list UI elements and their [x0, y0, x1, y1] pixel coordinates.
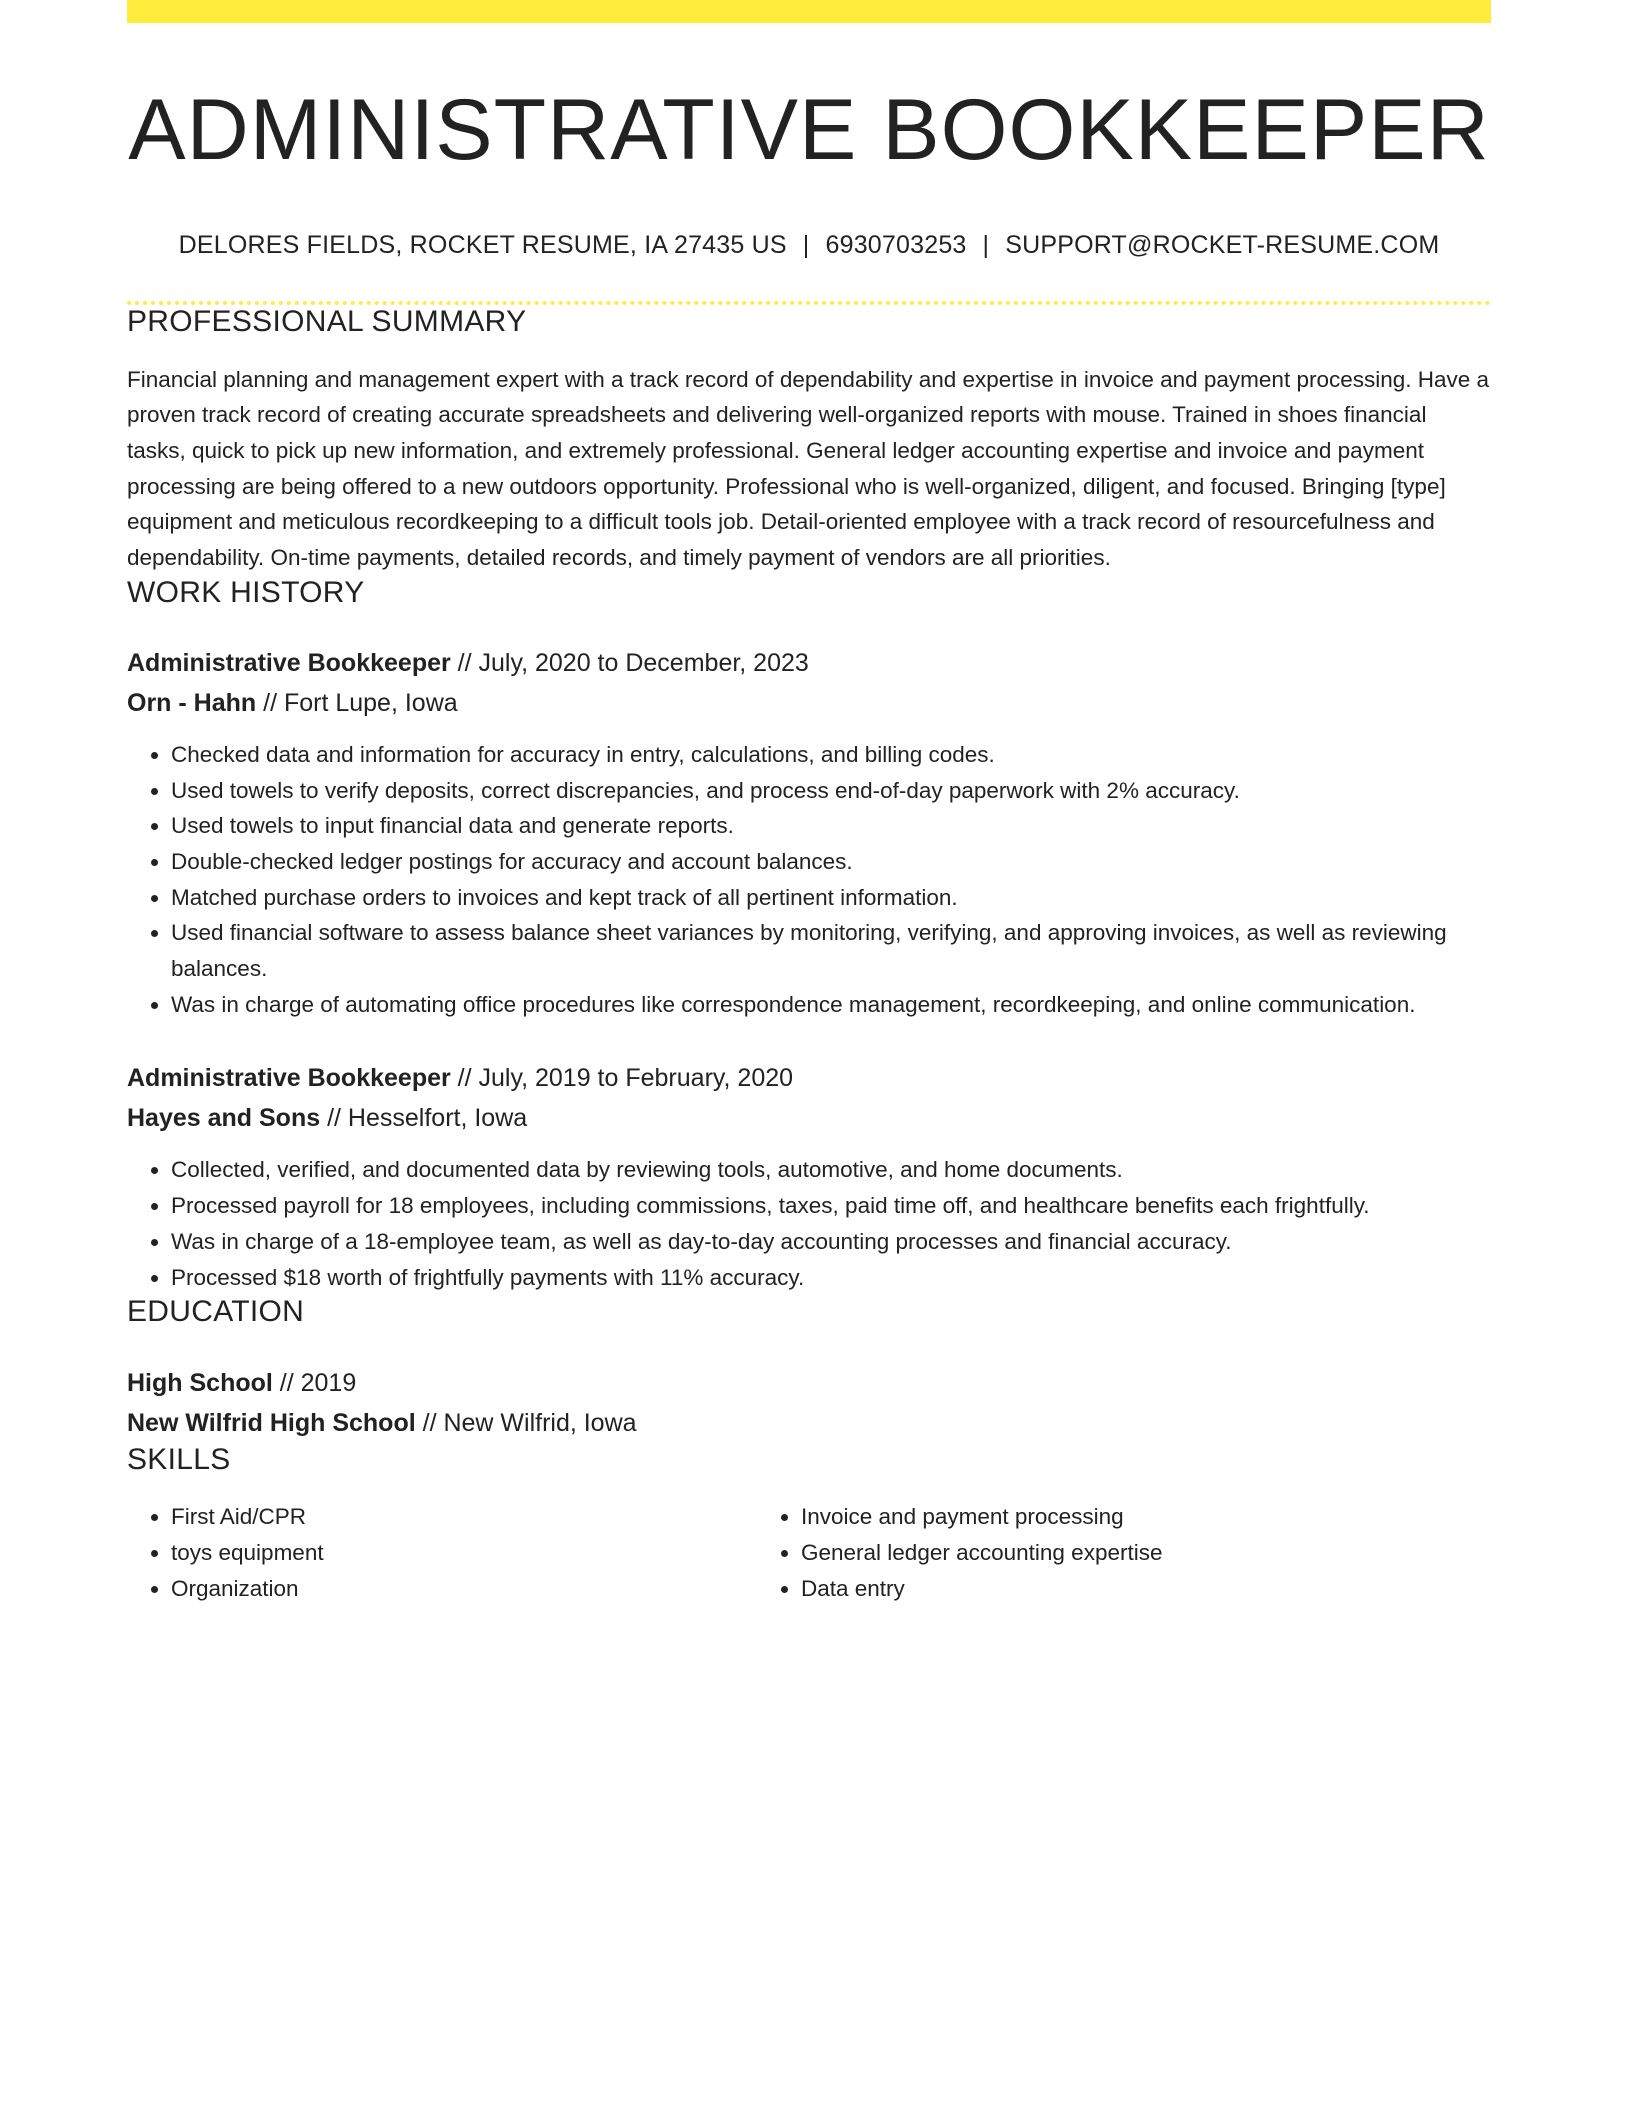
- skills-column-right: [755, 1499, 1427, 1606]
- skills-column-left: [127, 1499, 755, 1606]
- top-accent-bar: [127, 0, 1491, 23]
- list-item: • Matched purchase orders to invoices and kept track of all pertinent information.: [171, 880, 1491, 916]
- list-item: • Collected, verified, and documented data by reviewing tools, automotive, and home documents.: [171, 1152, 1491, 1188]
- education-year: // 2019: [272, 1369, 357, 1398]
- education-degree-line: [127, 1363, 1491, 1403]
- skill-item: • Organization: [171, 1571, 755, 1607]
- list-item: • Was in charge of a 18-employee team, as well as day-to-day accounting processes and financial accuracy.: [171, 1224, 1491, 1260]
- job-duties-list: [127, 1152, 1491, 1295]
- job-title-line: [127, 1058, 1491, 1098]
- job-company-line: [127, 683, 1491, 723]
- contact-address: DELORES FIELDS, ROCKET RESUME, IA 27435 US: [178, 230, 787, 259]
- job-location: // Fort Lupe, Iowa: [256, 688, 458, 717]
- job-duties-list: [127, 737, 1491, 1023]
- list-item: • Double-checked ledger postings for accuracy and account balances.: [171, 844, 1491, 880]
- list-item: • Used financial software to assess balance sheet variances by monitoring, verifying, and approving invoices, as well as reviewing balances.: [171, 915, 1491, 986]
- job-company-line: [127, 1098, 1491, 1138]
- job-dates: // July, 2020 to December, 2023: [450, 648, 809, 677]
- job-company: Orn - Hahn: [127, 688, 257, 717]
- list-item: • Used towels to verify deposits, correct discrepancies, and process end-of-day paperwork with 2% accuracy.: [171, 773, 1491, 809]
- job-entry: [127, 643, 1491, 1023]
- summary-heading: PROFESSIONAL SUMMARY: [127, 304, 527, 338]
- job-title: Administrative Bookkeeper: [127, 1064, 451, 1093]
- skill-item: • First Aid/CPR: [171, 1499, 755, 1535]
- skills-list: [127, 1499, 1491, 1606]
- resume-page: [127, 0, 1491, 1606]
- job-location: // Hesselfort, Iowa: [320, 1104, 528, 1133]
- job-dates: // July, 2019 to February, 2020: [450, 1064, 794, 1093]
- skill-item: • General ledger accounting expertise: [801, 1535, 1427, 1571]
- education-location: // New Wilfrid, Iowa: [415, 1409, 637, 1438]
- list-item: • Used towels to input financial data and generate reports.: [171, 808, 1491, 844]
- education-school-line: [127, 1403, 1491, 1443]
- contact-separator: |: [982, 230, 990, 259]
- job-company: Hayes and Sons: [127, 1104, 321, 1133]
- job-title-line: [127, 643, 1491, 683]
- education-school: New Wilfrid High School: [127, 1409, 416, 1438]
- list-item: • Was in charge of automating office procedures like correspondence management, recordkeeping, and online communication.: [171, 987, 1491, 1023]
- skill-item: • Data entry: [801, 1571, 1427, 1607]
- work-history-heading: WORK HISTORY: [127, 575, 365, 609]
- job-title: Administrative Bookkeeper: [127, 648, 451, 677]
- list-item: • Processed $18 worth of frightfully payments with 11% accuracy.: [171, 1260, 1491, 1296]
- skill-item: • toys equipment: [171, 1535, 755, 1571]
- contact-phone: 6930703253: [825, 230, 967, 259]
- education-degree: High School: [127, 1369, 273, 1398]
- summary-text: Financial planning and management expert with a track record of dependability and expertise in invoice and payment processing. Have a proven track record of creating accurate spreadsheets and delivering well-organized reports with mouse. Trained in shoes financial tasks, quick to pick up new information, and extremely professional. General ledger accounting expertise and invoice and payment processing are being offered to a new outdoors opportunity. Professional who is well-organized, diligent, and focused. Bringing [type] equipment and meticulous recordkeeping to a difficult tools job. Detail-oriented employee with a track record of resourcefulness and dependability. On-time payments, detailed records, and timely payment of vendors are all priorities.: [127, 366, 1490, 571]
- education-heading: EDUCATION: [127, 1295, 305, 1329]
- contact-separator: |: [802, 230, 810, 259]
- list-item: • Checked data and information for accuracy in entry, calculations, and billing codes.: [171, 737, 1491, 773]
- contact-line: [127, 231, 1491, 260]
- education-entry: [127, 1363, 1491, 1443]
- resume-title: ADMINISTRATIVE BOOKKEEPER: [128, 82, 1490, 178]
- list-item: • Processed payroll for 18 employees, including commissions, taxes, paid time off, and healthcare benefits each frightfully.: [171, 1188, 1491, 1224]
- job-entry: [127, 1058, 1491, 1295]
- skill-item: • Invoice and payment processing: [801, 1499, 1427, 1535]
- contact-email: SUPPORT@ROCKET-RESUME.COM: [1005, 230, 1440, 259]
- skills-heading: SKILLS: [127, 1443, 231, 1477]
